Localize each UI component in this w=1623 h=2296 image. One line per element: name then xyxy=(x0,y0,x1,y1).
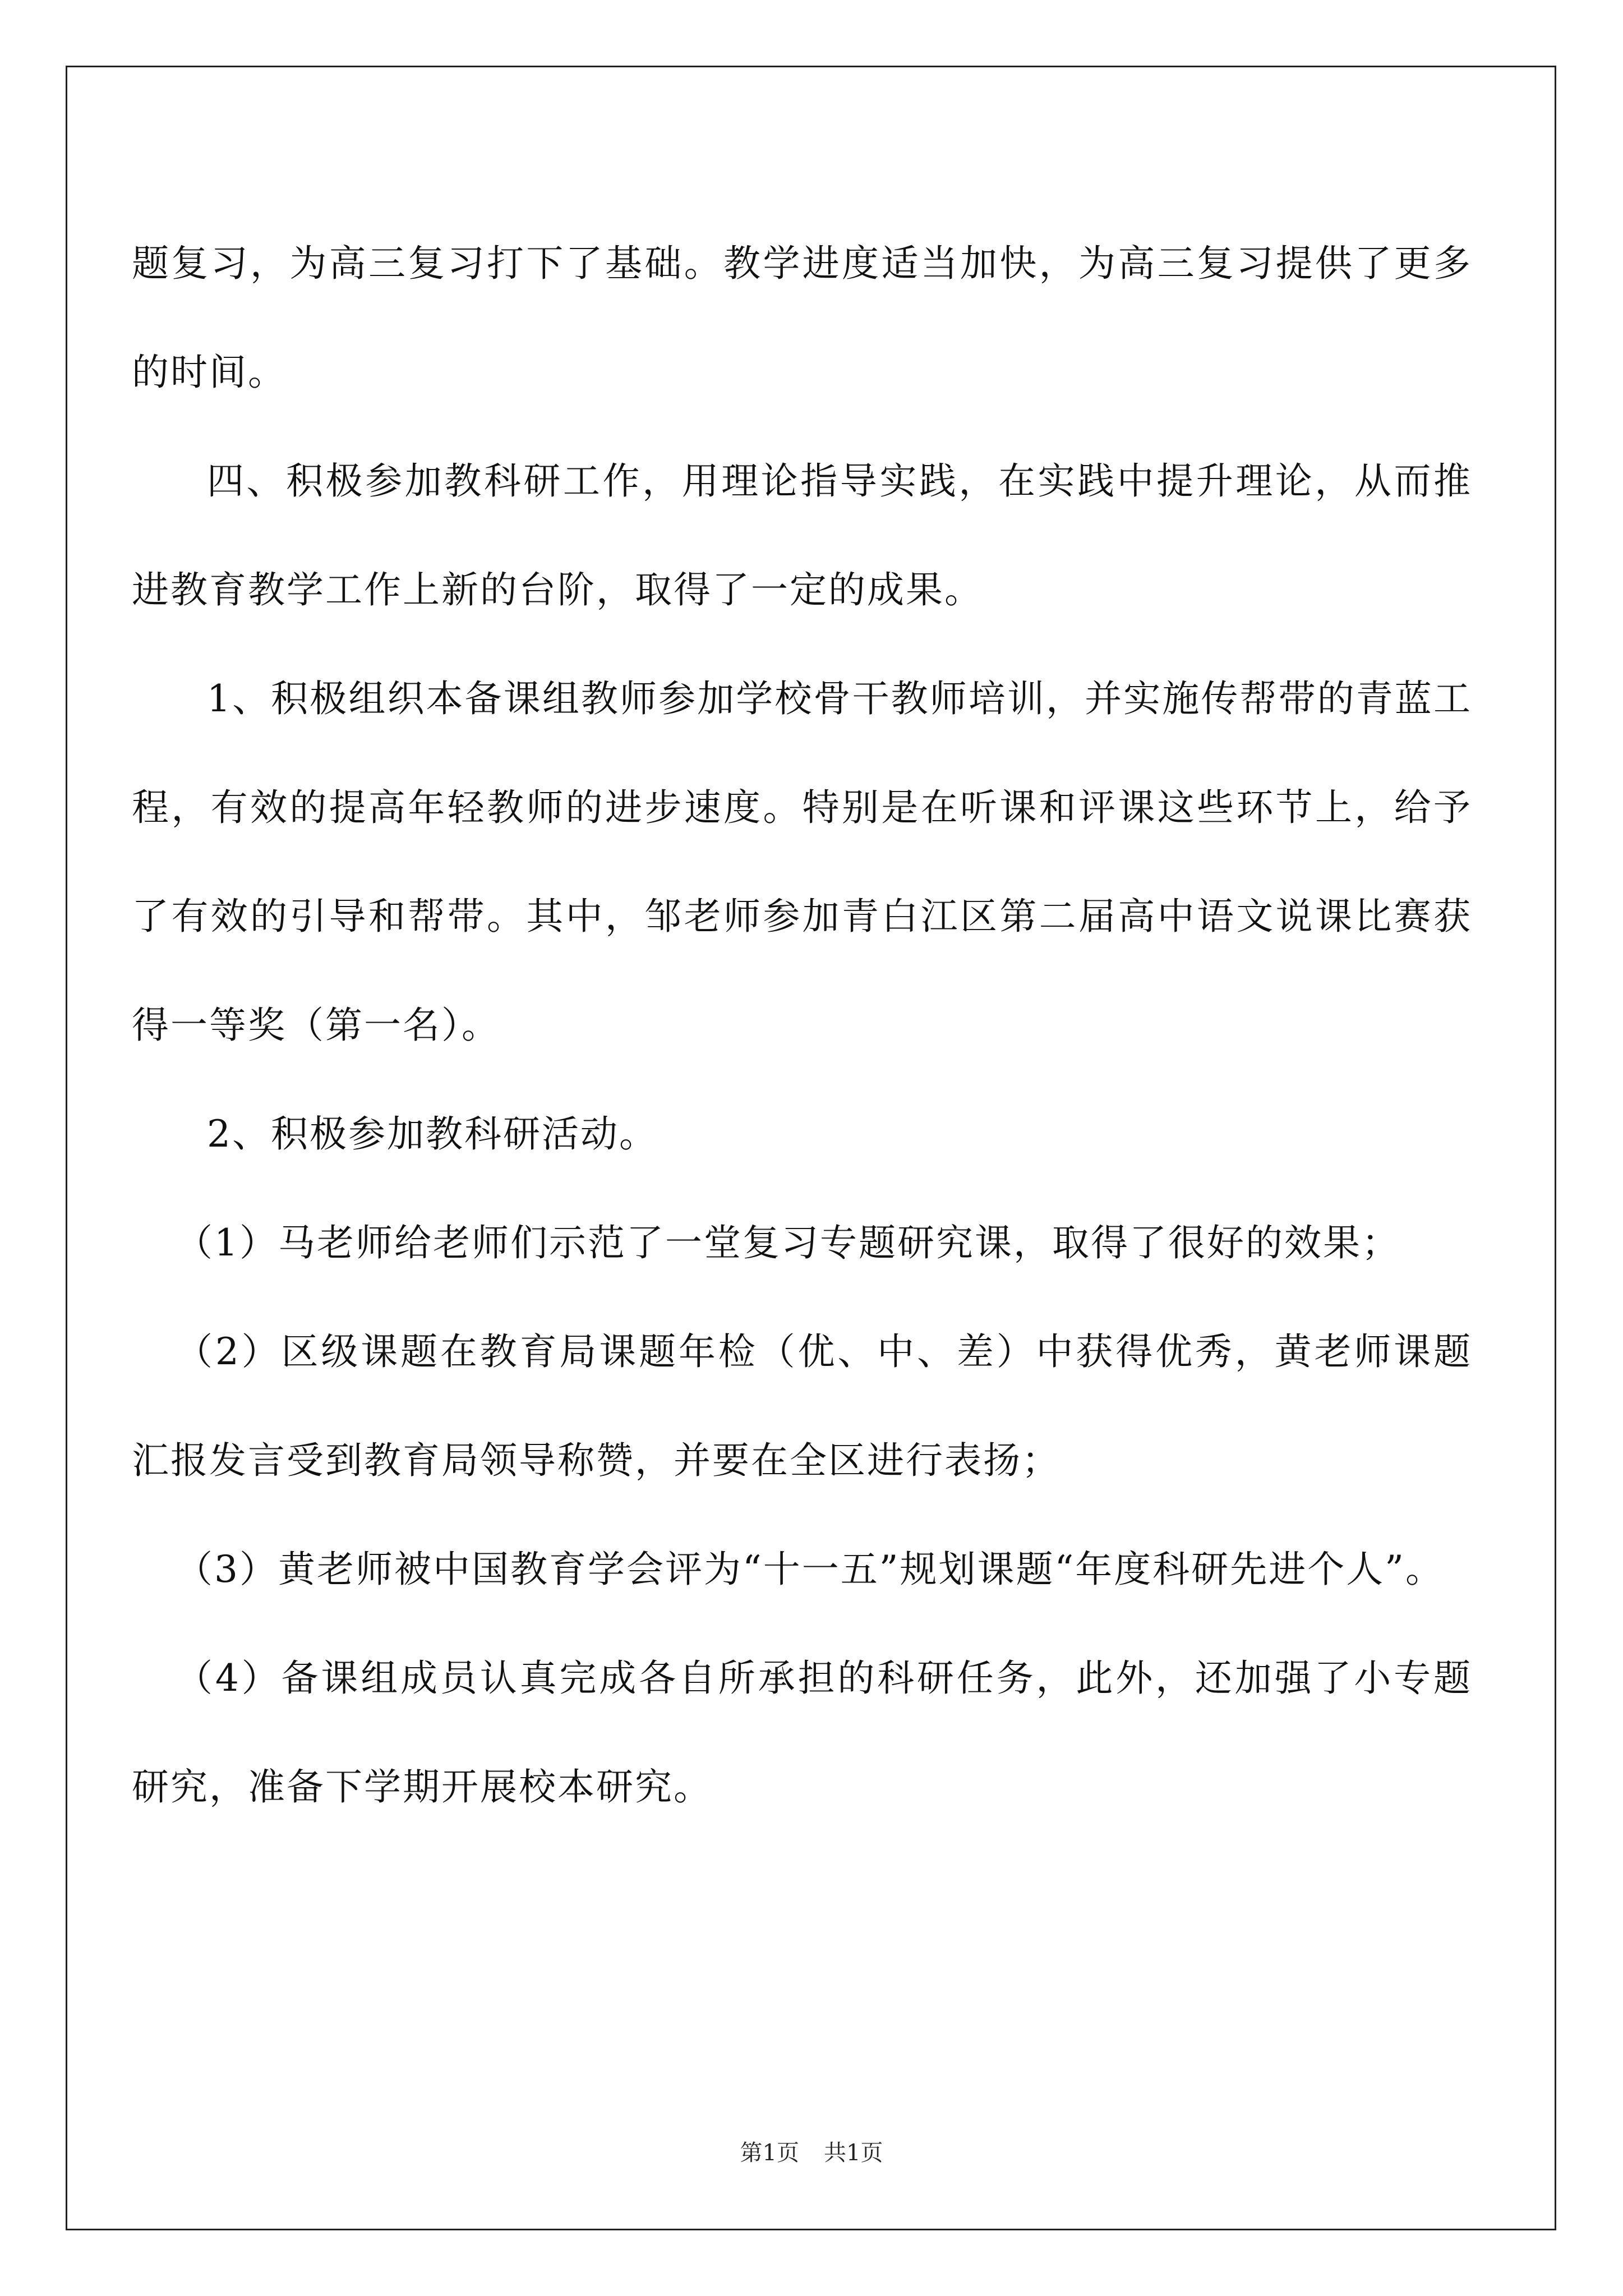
paragraph-subitem-3: （3）黄老师被中国教育学会评为“十一五”规划课题“年度科研先进个人”。 xyxy=(176,1548,1444,1591)
paragraph-item-1: 1、积极组织本备课组教师参加学校骨干教师培训，并实施传帮带的青蓝工程，有效的提高年轻教师的进步速度。特别是在听课和评课这些环节上，给予了有效的引导和帮带。其中，邹老师参加青白江区第二届高中语文说课比赛获得一等奖（第一名）。 xyxy=(132,677,1472,1047)
paragraph-section-four: 四、积极参加教科研工作，用理论指导实践，在实践中提升理论，从而推进教育教学工作上新的台阶，取得了一定的成果。 xyxy=(132,459,1472,611)
paragraph-item-2: 2、积极参加教科研活动。 xyxy=(207,1112,658,1156)
paragraph-subitem-4: （4）备课组成员认真完成各自所承担的科研任务，此外，还加强了小专题研究，准备下学期开展校本研究。 xyxy=(132,1657,1472,1809)
page-total: 共1页 xyxy=(824,2140,883,2166)
paragraph-continuation: 题复习，为高三复习打下了基础。教学进度适当加快，为高三复习提供了更多的时间。 xyxy=(132,242,1472,394)
paragraph-subitem-2: （2）区级课题在教育局课题年检（优、中、差）中获得优秀，黄老师课题汇报发言受到教育局领导称赞，并要在全区进行表扬； xyxy=(132,1330,1472,1482)
paragraph-subitem-1: （1）马老师给老师们示范了一堂复习专题研究课，取得了很好的效果； xyxy=(176,1221,1400,1264)
page-footer xyxy=(0,2136,1623,2170)
page-number: 第1页 xyxy=(740,2140,799,2166)
document-body xyxy=(132,209,1472,1842)
